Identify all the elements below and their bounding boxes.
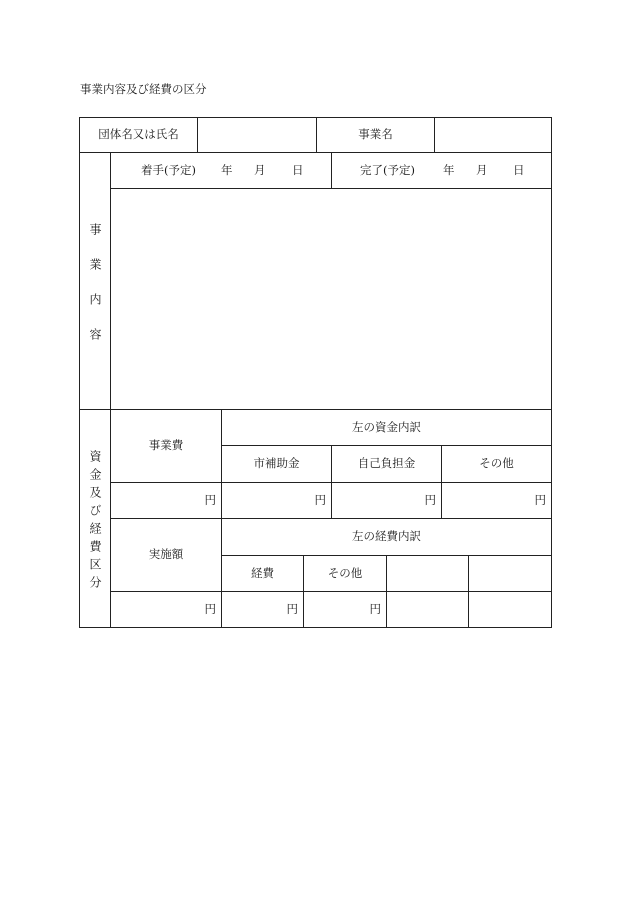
city-subsidy-amount-cell [221,482,332,519]
expense-item-expense-cell [221,555,304,592]
actual-amount-value-cell [110,591,222,628]
completion-label: 完了(予定) [360,163,415,177]
start-month-label: 月 [254,163,266,177]
expense-item-other-cell [303,555,387,592]
project-name-label-cell [316,117,435,153]
completion-day-label: 日 [513,163,525,177]
project-name-value-cell [434,117,552,153]
start-label: 着手(予定) [141,163,196,177]
currency-unit: 円 [534,492,546,507]
funding-breakdown-header-cell [221,409,552,446]
start-day-label: 日 [292,163,304,177]
other-funding-amount-cell [441,482,552,519]
currency-unit: 円 [424,492,436,507]
currency-unit: 円 [369,601,381,616]
expense-item-blank-cell [468,555,552,592]
project-cost-label-cell [110,409,222,483]
project-content-side-label: 事業内容 [88,222,102,363]
self-pay-amount-cell [331,482,442,519]
currency-unit: 円 [204,492,216,507]
currency-unit: 円 [286,601,298,616]
currency-unit: 円 [204,601,216,616]
funding-side-label: 資金及び経費区分 [88,449,102,594]
actual-amount-label-cell [110,518,222,592]
project-content-side-label-cell [79,152,111,410]
expense-breakdown-header-cell [221,518,552,556]
funding-source-self-pay-cell [331,445,442,483]
currency-unit: 円 [314,492,326,507]
funding-source-label: 市補助金 [253,456,300,471]
expense-amount-cell [221,591,304,628]
project-cost-label: 事業費 [148,438,184,453]
start-date-cell [110,152,332,189]
applicant-value-cell [197,117,317,153]
expense-item-label: その他 [327,565,363,580]
funding-source-label: 自己負担金 [357,456,416,471]
blank-amount-cell [468,591,552,628]
funding-breakdown-label: 左の資金内訳 [352,419,421,434]
funding-source-label: その他 [479,456,514,471]
expense-item-label: 経費 [251,565,274,580]
applicant-label-cell [79,117,198,153]
project-description-area [110,188,552,410]
applicant-label: 団体名又は氏名 [98,127,179,142]
project-name-label: 事業名 [358,127,393,142]
page-title: 事業内容及び経費の区分 [80,82,207,96]
completion-date-cell [331,152,552,189]
funding-source-city-subsidy-cell [221,445,332,483]
funding-side-label-cell [79,409,111,628]
completion-year-label: 年 [443,163,455,177]
other-expense-amount-cell [303,591,387,628]
blank-amount-cell [386,591,469,628]
funding-source-other-cell [441,445,552,483]
completion-month-label: 月 [476,163,488,177]
actual-amount-label: 実施額 [148,547,184,562]
expense-item-blank-cell [386,555,469,592]
start-year-label: 年 [221,163,233,177]
expense-breakdown-label: 左の経費内訳 [352,529,421,544]
project-cost-amount-cell [110,482,222,519]
